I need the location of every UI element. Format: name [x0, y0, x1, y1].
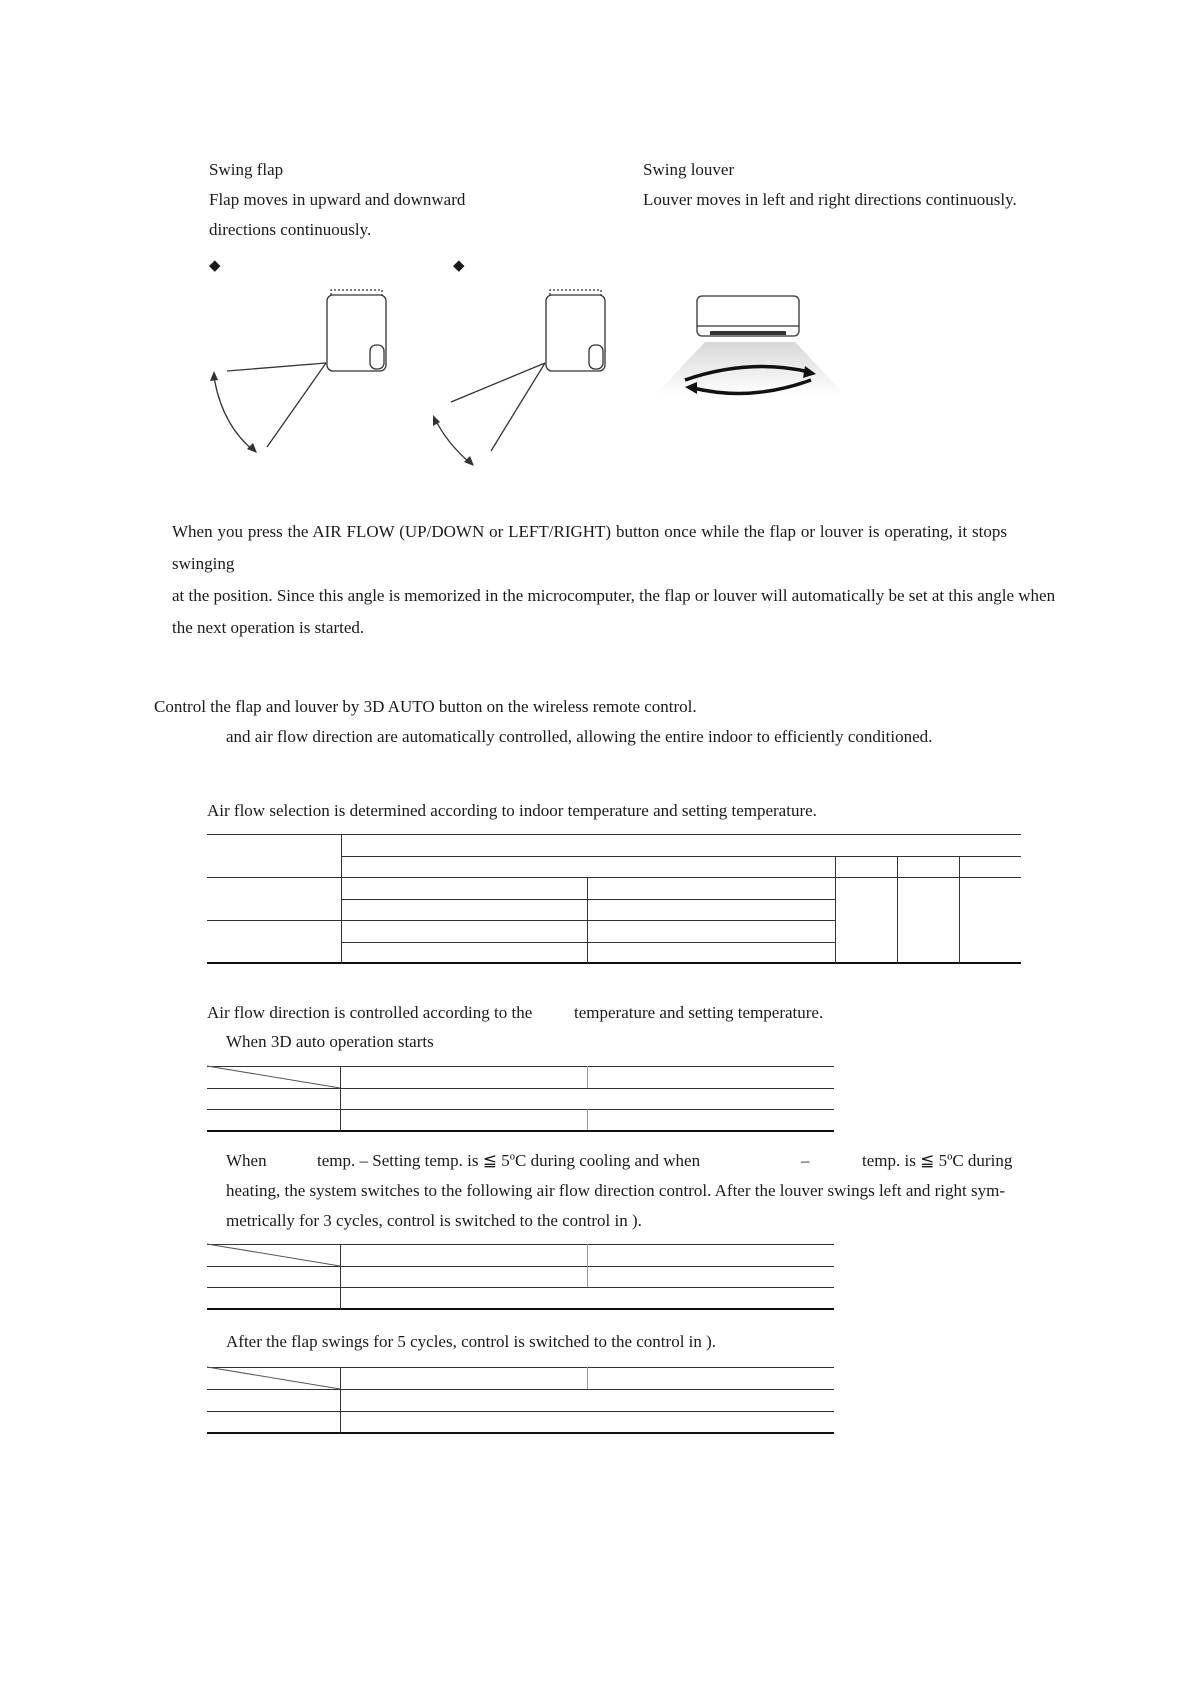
auto3d-start-text: When 3D auto operation starts	[226, 1032, 434, 1051]
switch-para-when: When	[226, 1151, 267, 1170]
header-diagonal	[207, 1244, 340, 1266]
airflow-note-paragraph	[172, 516, 1056, 644]
flap-line-lower	[267, 363, 326, 447]
switch-para-temp-during: temp. is ≦ 5ºC during	[862, 1151, 1013, 1170]
airflow-selection-text: Air flow selection is determined according to indoor temperature and setting temperature.	[207, 801, 817, 820]
header-diagonal	[207, 1367, 340, 1389]
swing-flap-title: Swing flap	[209, 160, 284, 179]
swing-arc	[435, 419, 470, 463]
swing-louver-title: Swing louver	[643, 160, 735, 179]
auto3d-line2: and air flow direction are automatically controlled, allowing the entire indoor to efficiently conditioned.	[226, 727, 933, 746]
switch-para-minus: –	[801, 1151, 810, 1170]
louver-swing-figure	[655, 290, 855, 410]
flap-cycles-text: After the flap swings for 5 cycles, control is switched to the control in ).	[226, 1332, 717, 1351]
swing-arc	[214, 377, 254, 451]
airflow-direction-text-part2: temperature and setting temperature.	[574, 1003, 824, 1022]
swing-flap-desc-line2: directions continuously.	[209, 220, 372, 239]
auto3d-line1: Control the flap and louver by 3D AUTO button on the wireless remote control.	[154, 697, 697, 716]
switch-para-setting-temp: temp. – Setting temp. is ≦ 5ºC during cooling and when	[317, 1151, 701, 1170]
airflow-direction-text-part1: Air flow direction is controlled according to the	[207, 1003, 533, 1022]
switch-para-line2: heating, the system switches to the following air flow direction control. After the louver swings left and right sym-	[226, 1181, 1006, 1200]
swing-flap-desc-line1: Flap moves in upward and downward	[209, 190, 466, 209]
indoor-unit-outlet	[589, 345, 603, 369]
switch-para-line3: metrically for 3 cycles, control is switched to the control in ).	[226, 1211, 642, 1230]
flap-swing-figure-2	[425, 285, 625, 475]
flap-line-upper	[451, 363, 545, 402]
indoor-unit-outlet	[370, 345, 384, 369]
indoor-unit-body	[546, 295, 605, 371]
airflow-note-line2: at the position. Since this angle is memorized in the microcomputer, the flap or louver will automatically be set at this angle when	[172, 586, 1056, 605]
flap-swing-figure-1	[200, 285, 400, 465]
bullet-diamond-1: ◆	[209, 258, 221, 274]
airflow-note-line3: the next operation is started.	[172, 618, 365, 637]
header-diagonal	[207, 1066, 340, 1088]
indoor-unit-body	[697, 296, 799, 336]
indoor-unit-body	[327, 295, 386, 371]
swing-louver-desc: Louver moves in left and right directions continuously.	[643, 190, 1017, 209]
flap-line-upper	[227, 363, 326, 371]
airflow-note-line1: When you press the AIR FLOW (UP/DOWN or LEFT/RIGHT) button once while the flap or louver is operating, it stops swinging	[172, 522, 1007, 573]
flap-line-lower	[491, 363, 545, 451]
bullet-diamond-2: ◆	[453, 258, 465, 274]
